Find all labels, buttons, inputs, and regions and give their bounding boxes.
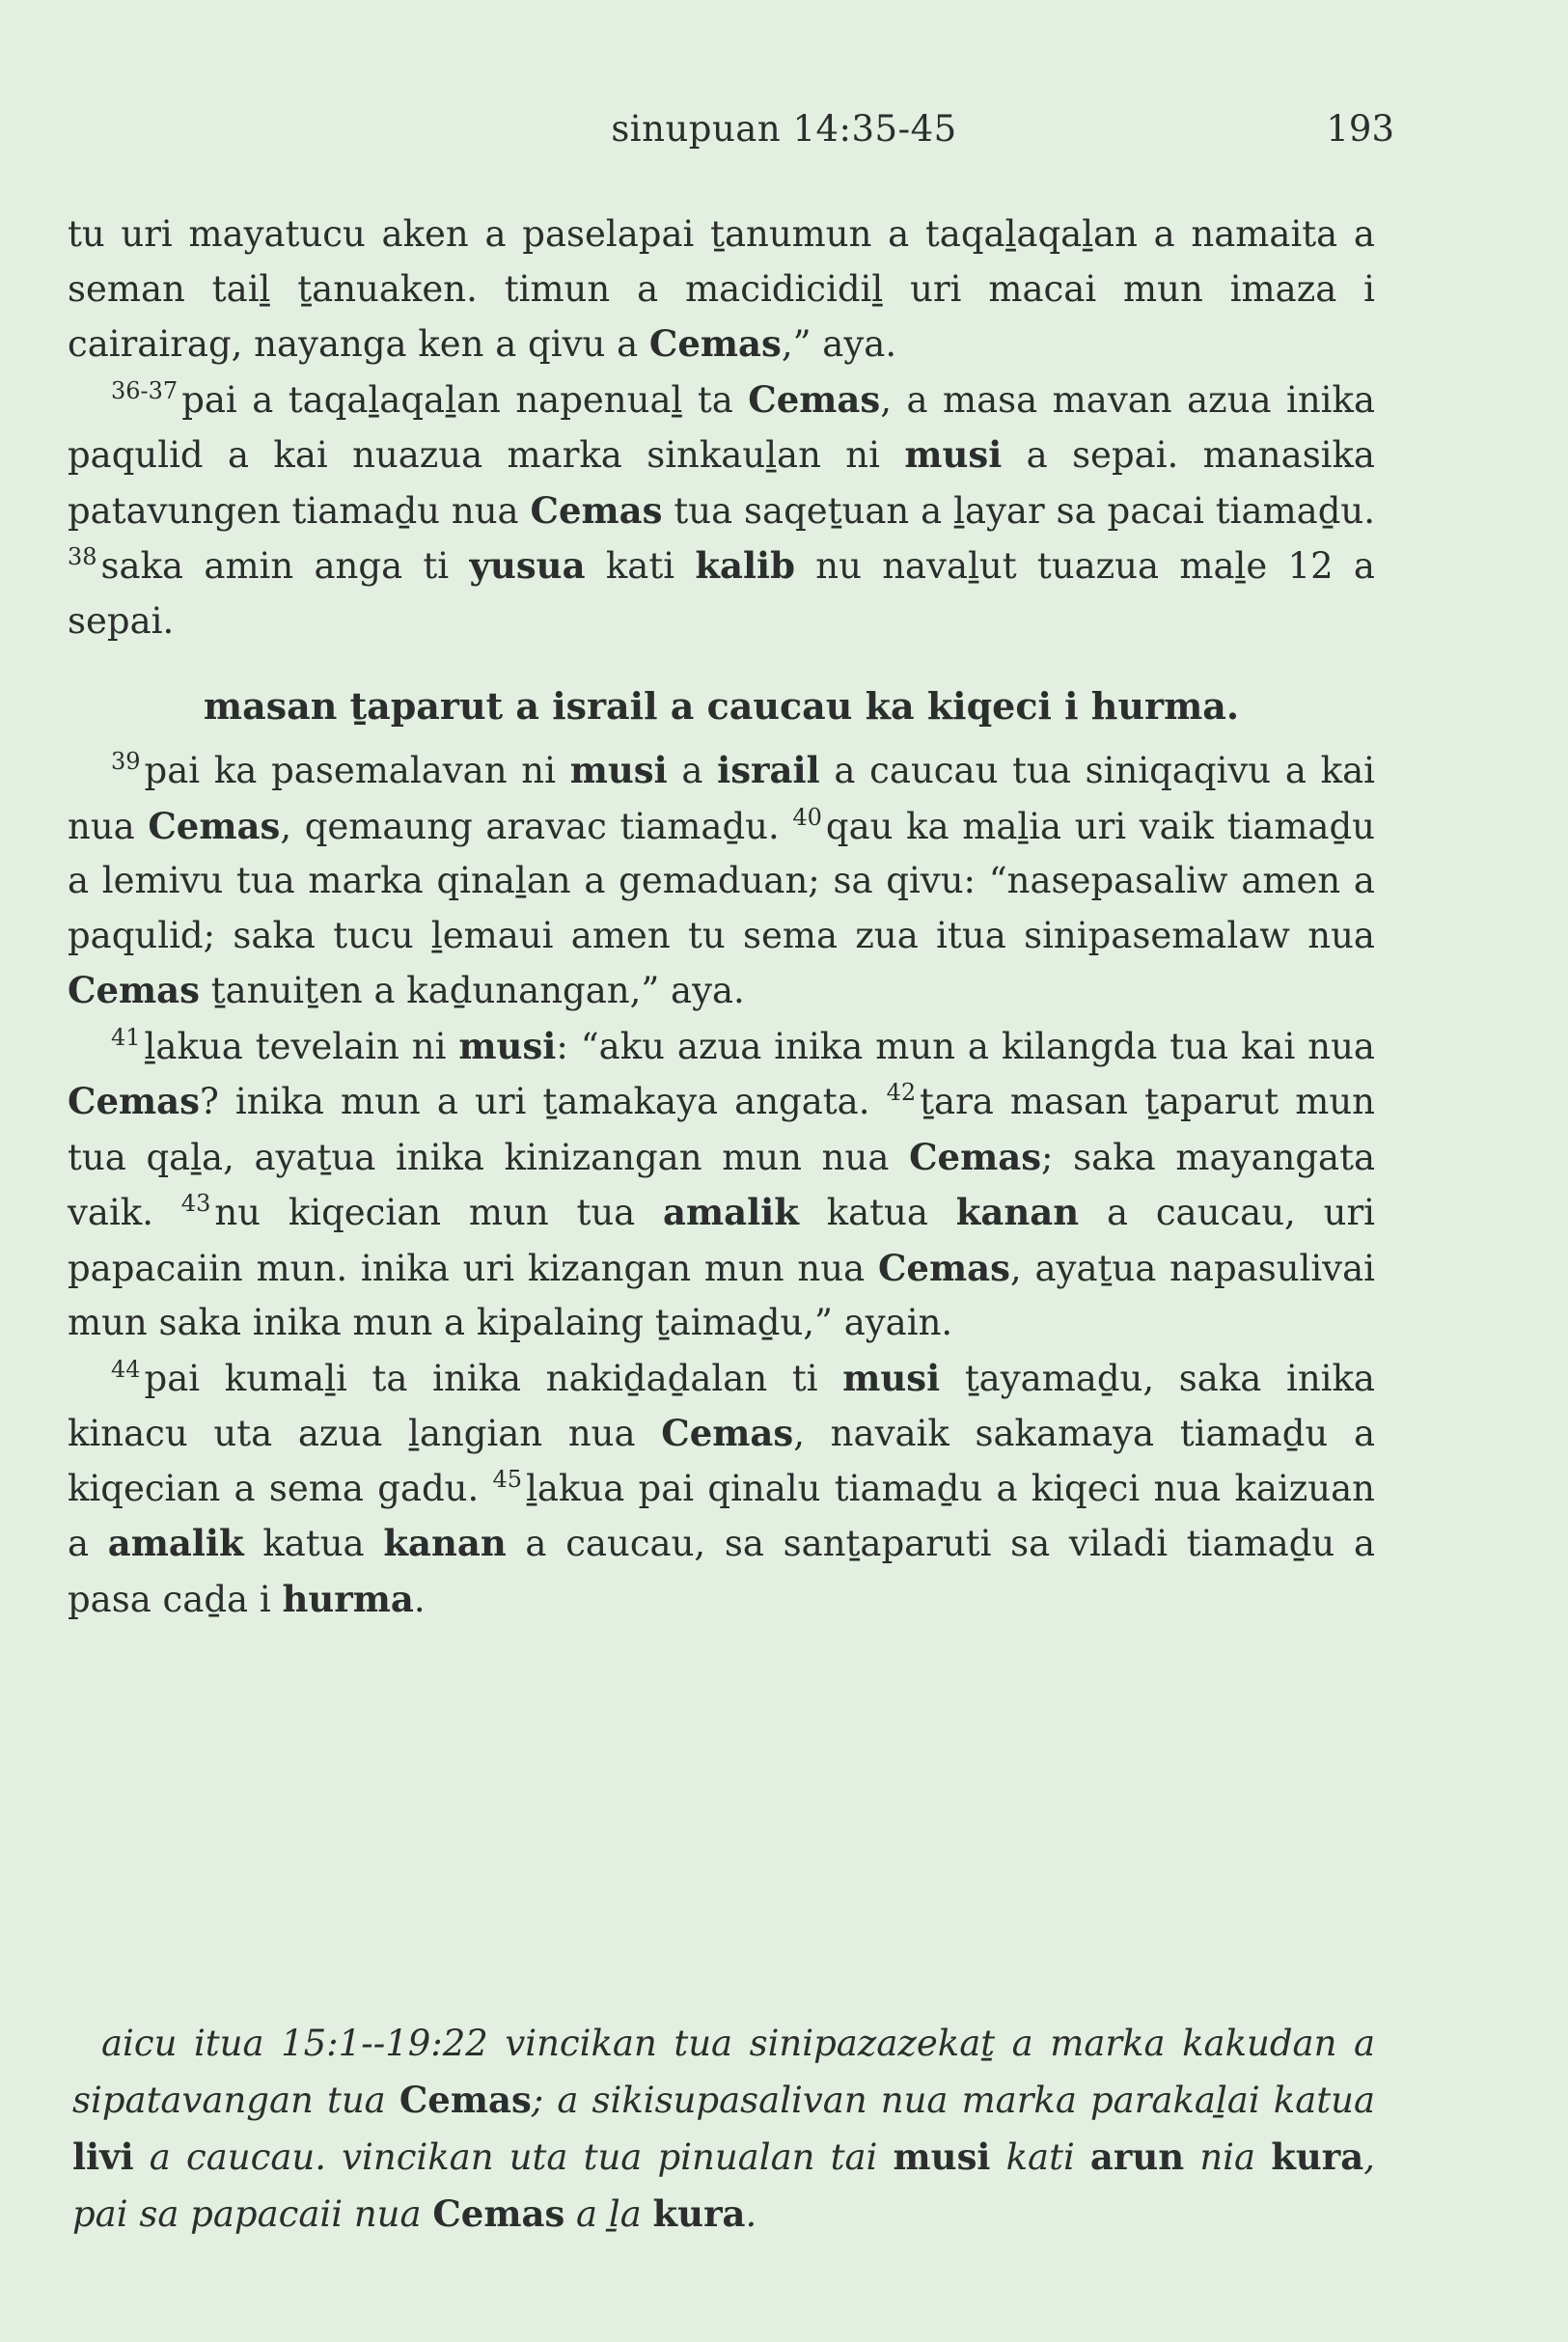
text: a caucau tua siniqaqivu a kai nua [68, 750, 1375, 847]
text: a sepai. manasika patavungen tiamaḏu nua [68, 434, 1375, 532]
text: katua [798, 1192, 956, 1233]
name-israil: israil [717, 749, 820, 791]
name-kalib: kalib [695, 544, 795, 587]
verse-number: 41 [111, 1023, 141, 1051]
name-kanan: kanan [955, 1191, 1080, 1233]
page-header [0, 108, 1568, 166]
name-musi: musi [904, 433, 1003, 476]
name-cemas: Cemas [399, 2079, 532, 2121]
name-cemas: Cemas [68, 1080, 200, 1122]
name-kura: kura [652, 2192, 746, 2235]
page-number: 193 [1326, 108, 1394, 150]
text: nia [1184, 2136, 1272, 2178]
name-musi: musi [893, 2135, 991, 2178]
name-yusua: yusua [469, 544, 586, 587]
verse-number: 38 [68, 543, 97, 570]
text: . [745, 2193, 757, 2235]
name-cemas: Cemas [648, 322, 782, 365]
text: nu navaḻut tuazua maḻe 12 a sepai. [68, 545, 1375, 642]
text: ḻakua tevelain ni [144, 1025, 459, 1067]
verse-number: 45 [492, 1465, 523, 1493]
text: a ḻa [564, 2193, 653, 2235]
text: , a masa mavan azua inika paqulid a kai nuazua marka sinkauḻan ni [68, 378, 1375, 476]
verse-number: 39 [111, 748, 141, 775]
name-cemas: Cemas [432, 2192, 565, 2235]
verse-number: 36-37 [111, 376, 179, 404]
text: a [667, 750, 718, 791]
text: a caucau. vincikan uta tua pinualan tai [133, 2136, 894, 2178]
name-hurma: hurma [282, 1577, 414, 1620]
name-cemas: Cemas [68, 969, 200, 1011]
name-livi: livi [72, 2135, 134, 2178]
name-kanan: kanan [383, 1522, 507, 1564]
name-amalik: amalik [663, 1191, 799, 1233]
section-heading: masan ṯaparut a israil a caucau ka kiqeci i hurma. [203, 684, 1240, 728]
text: , pai sa papacaii nua [72, 2136, 1375, 2235]
text: . [413, 1578, 426, 1620]
text: pai a taqaḻaqaḻan napenuaḻ ta [181, 378, 749, 421]
running-head: sinupuan 14:35-45 [611, 108, 957, 150]
name-kura: kura [1271, 2135, 1364, 2178]
name-musi: musi [569, 749, 668, 791]
text: a caucau, sa sanṯaparuti sa viladi tiamaḏu a pasa caḏa i [68, 1523, 1375, 1620]
text: , qemaung aravac tiamaḏu. [280, 805, 793, 847]
name-cemas: Cemas [148, 804, 281, 847]
paragraph-verses-41-43 [68, 1019, 1375, 1351]
name-cemas: Cemas [748, 377, 881, 421]
text: saka amin anga ti [100, 545, 470, 587]
verse-number: 44 [111, 1355, 141, 1383]
paragraph-verses-39-40 [68, 743, 1375, 1019]
text: tua saqeṯuan a ḻayar sa pacai tiamaḏu. [662, 489, 1375, 532]
text: ṯayamaḏu, saka inika kinacu uta azua ḻangian nua [68, 1357, 1375, 1454]
name-cemas: Cemas [877, 1246, 1010, 1289]
name-amalik: amalik [107, 1522, 244, 1564]
paragraph-verses-36-38 [68, 372, 1375, 649]
text: nu kiqecian mun tua [214, 1192, 664, 1233]
name-cemas: Cemas [909, 1135, 1042, 1178]
text: kati [990, 2136, 1090, 2178]
text: qau ka maḻia uri vaik tiamaḏu a lemivu tua marka qinaḻan a gemaduan; sa qivu: “nasepasaliw amen a paqulid; saka tucu ḻemaui amen tu sema zua itua sinipasemalaw nua [68, 805, 1375, 956]
paragraph-verses-44-45 [68, 1351, 1375, 1628]
text: ; saka mayangata vaik. [68, 1136, 1376, 1233]
text: ,” aya. [781, 323, 897, 365]
text: ḻakua pai qinalu tiamaḏu a kiqeci nua kaizuan a [68, 1467, 1375, 1564]
text: pai ka pasemalavan ni [144, 750, 570, 791]
name-arun: arun [1089, 2135, 1185, 2178]
text: ? inika mun a uri ṯamakaya angata. [199, 1081, 887, 1122]
text: tu uri mayatucu aken a paselapai ṯanumun a taqaḻaqaḻan a namaita a seman taiḻ ṯanuaken. timun a macidicidiḻ uri macai mun imaza i cairairag, nayanga ken a qivu a [68, 213, 1375, 365]
name-cemas: Cemas [661, 1412, 794, 1454]
name-musi: musi [458, 1024, 557, 1067]
text: pai kumaḻi ta inika nakiḏaḏalan ti [144, 1357, 843, 1399]
text: , navaik sakamaya tiamaḏu a kiqecian a sema gadu. [68, 1413, 1376, 1509]
text: ṯanuiṯen a kaḏunangan,” aya. [199, 970, 745, 1011]
verse-number: 40 [792, 803, 822, 831]
verse-number: 43 [180, 1190, 211, 1217]
text: aicu itua 15:1--19:22 vincikan tua sinipazazekaṯ a marka kakudan a sipatavangan tua [72, 2023, 1375, 2121]
text: ṯara masan ṯaparut mun tua qaḻa, ayaṯua inika kinizangan mun nua [68, 1081, 1375, 1178]
page-body [68, 207, 1375, 1627]
text: katua [243, 1523, 384, 1564]
text: a caucau, uri papacaiin mun. inika uri kizangan mun nua [68, 1192, 1375, 1289]
chapter-intro [72, 2016, 1375, 2243]
text: : “aku azua inika mun a kilangda tua kai nua [556, 1025, 1375, 1067]
name-musi: musi [842, 1356, 941, 1399]
text: ; a sikisupasalivan nua marka parakaḻai katua [531, 2080, 1376, 2121]
verse-number: 42 [886, 1079, 917, 1106]
paragraph-1 [68, 207, 1375, 372]
text: , ayaṯua napasulivai mun saka inika mun a kipalaing ṯaimaḏu,” ayain. [68, 1247, 1375, 1343]
name-cemas: Cemas [530, 488, 663, 532]
text: kati [585, 545, 696, 587]
